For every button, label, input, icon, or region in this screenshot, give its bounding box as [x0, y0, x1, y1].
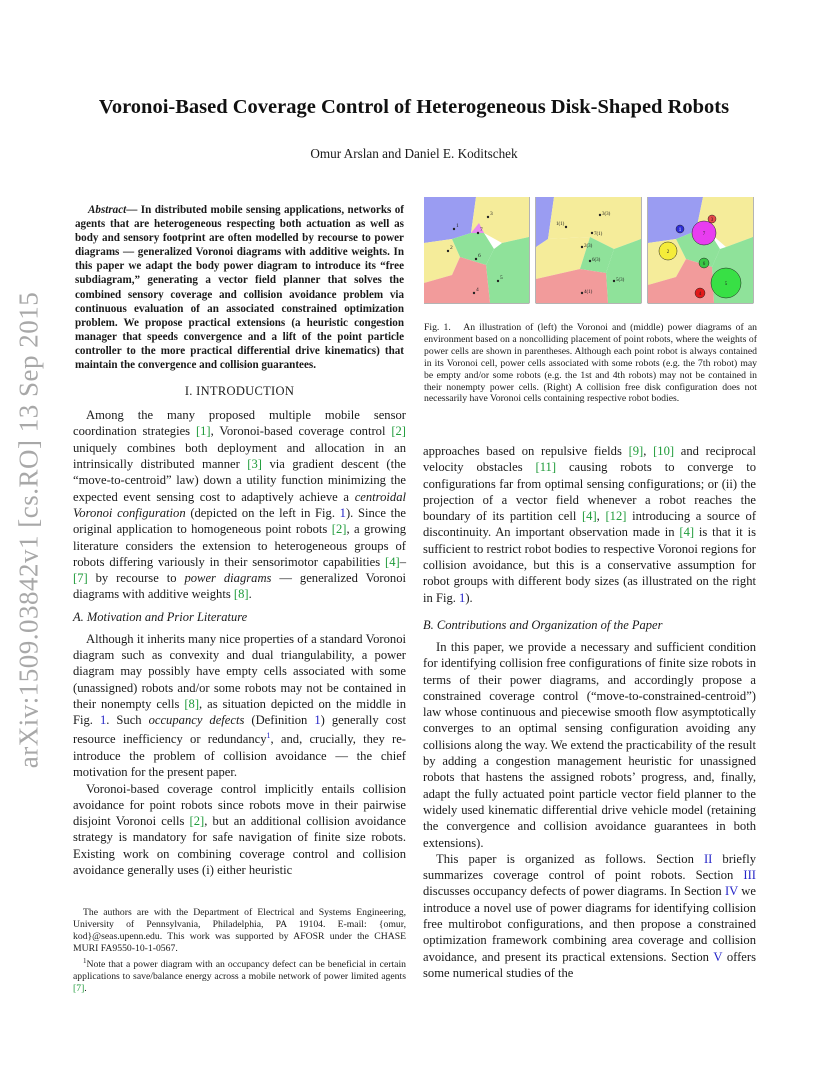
section-link[interactable]: IV	[724, 884, 739, 899]
abstract	[75, 203, 404, 372]
svg-text:6: 6	[478, 253, 481, 259]
citation-link[interactable]: [9]	[628, 444, 644, 458]
svg-text:2: 2	[450, 245, 453, 251]
citation-link[interactable]: [2]	[331, 522, 347, 537]
figure-1	[424, 197, 757, 305]
figure-link[interactable]: 1	[339, 505, 346, 520]
section-heading-introduction: I. INTRODUCTION	[184, 384, 295, 399]
section-link[interactable]: III	[743, 868, 756, 883]
svg-text:7: 7	[480, 227, 483, 233]
arxiv-id: arXiv:1509.03842v1 [cs.RO] 13 Sep 2015	[13, 291, 44, 769]
svg-text:7: 7	[702, 232, 706, 237]
subsection-heading-contributions: B. Contributions and Organization of the Paper	[423, 617, 663, 632]
citation-link[interactable]: [4]	[385, 554, 400, 569]
svg-text:2(3): 2(3)	[584, 244, 593, 249]
prior-work-continued: approaches based on repulsive fields [9], [10] and reciprocal velocity obstacles [11] causing robots to converge to configurations far from optimal sensing configurations; or (ii) the projection of a vector field whenever a robot reaches the boundary of its partition cell [4], [12] introducing a source of discontinuity. An important observation made in [4] is that it is sufficient to restrict robot bodies to respective Voronoi regions for collision avoidance, but this is a conservative assumption for robot groups with different body sizes (as illustrated on the right in Fig. 1).	[423, 444, 757, 605]
abstract-text: — In distributed mobile sensing applications, networks of agents that are heterogeneous respecting both actuation as well as body and sensory footprint are often modelled by recourse to power diagrams — generalized Voronoi diagrams with additive weights. In this paper we adapt the body power diagram to introduce its “free subdiagram,” generating a vector field planner that solves the combined sensory coverage and collision avoidance problem via continuous evaluation of an associated constrained optimization problem. We propose practical extensions (a heuristic congestion manager that speeds convergence and a lift of the point particle controller to the more practical differential drive kinematics) that maintain the convergence and collision guarantees.	[75, 204, 404, 372]
panel-voronoi	[424, 197, 529, 303]
citation-link[interactable]: [12]	[605, 509, 627, 524]
footnotes	[73, 907, 406, 996]
svg-text:3(3): 3(3)	[602, 212, 611, 217]
svg-text:1: 1	[678, 228, 682, 233]
svg-text:4(1): 4(1)	[584, 290, 593, 295]
svg-text:5: 5	[724, 282, 728, 287]
figure-1-panels	[424, 197, 757, 305]
intro-paragraph: Among the many proposed multiple mobile sensor coordination strategies [1], Voronoi-based coverage control [2] uniquely combines both deployment and allocation in an intrinsically distributed manner [3] via gradient descent (the “move-to-centroid” law) down a utility function minimizing the expected event sensing cost to adaptively achieve a centroidal Voronoi configuration (depicted on the left in Fig. 1). Since the original application to homogeneous point robots [2], a growing literature considers the extension to heterogeneous groups of robots differing variously in their sensorimotor capabilities [4]–[7] by recourse to power diagrams — generalized Voronoi diagrams with additive weights [8].	[73, 408, 407, 602]
citation-link[interactable]: [4]	[679, 525, 695, 540]
citation-link[interactable]: [7]	[73, 571, 88, 586]
left-column	[73, 203, 406, 878]
paper-title: Voronoi-Based Coverage Control of Heterogeneous Disk-Shaped Robots	[98, 96, 730, 118]
panel-disks	[648, 197, 753, 303]
citation-link[interactable]: [4]	[581, 509, 597, 524]
citation-link[interactable]: [1]	[195, 424, 211, 439]
footnote-link[interactable]: 1	[266, 731, 271, 741]
arxiv-sidebar-stamp	[4, 250, 54, 810]
citation-link[interactable]: [11]	[535, 460, 557, 475]
paper-authors: Omur Arslan and Daniel E. Koditschek	[310, 146, 518, 161]
figure-link[interactable]: 1	[99, 713, 107, 728]
footnote-1: $^1$Note that a power diagram with an occupancy defect can be beneficial in certain applications to save/balance energy across a mobile network of power limited agents [7].	[73, 956, 406, 994]
definition-link[interactable]: 1	[314, 713, 321, 728]
svg-text:2: 2	[666, 250, 670, 255]
citation-link[interactable]: [2]	[391, 424, 406, 439]
svg-text:4: 4	[476, 287, 479, 293]
motivation-paragraph-1: Although it inherits many nice properties of a standard Voronoi diagram such as convexity and dual triangulability, a power diagram may possibly have empty cells associated with some (unassigned) robots and/or some robots may not be contained in their nonempty cells [8], as situation depicted on the middle in Fig. 1. Such occupancy defects (Definition 1) generally cost resource inefficiency or redundancy$^1$, and, crucially, they re-introduce the problem of collision avoidance — the chief motivation for the present paper.	[73, 631, 406, 780]
citation-link[interactable]: [10]	[653, 444, 675, 458]
organization-paragraph: This paper is organized as follows. Section II briefly summarizes coverage control of point robots. Section III discusses occupancy defects of power diagrams. In Section IV we introduce a novel use of power diagrams for identifying collision free multirobot configurations, and then propose a constrained optimization framework combining area coverage and collision avoidance, and present its practical extensions. Section V offers some numerical studies of the	[423, 851, 756, 980]
panel-power	[536, 197, 641, 303]
svg-text:1(1): 1(1)	[556, 222, 565, 227]
svg-text:6(3): 6(3)	[592, 258, 601, 263]
figure-link[interactable]: 1	[459, 590, 466, 605]
motivation-paragraph-2: Voronoi-based coverage control implicitly entails collision avoidance for point robots since robots move in their pairwise disjoint Voronoi cells [2], but an additional collision avoidance strategy is mandatory for safe navigation of finite size robots. Existing work on combining coverage control and collision avoidance generally uses (i) either heuristic	[73, 781, 407, 878]
abstract-label: Abstract	[88, 204, 127, 216]
citation-link[interactable]: [2]	[189, 814, 205, 829]
contributions-paragraph: In this paper, we provide a necessary and sufficient condition for identifying collision free configurations of finite size robots in terms of their power diagrams, and accordingly propose a constrained coverage control (“move-to-constrained-centroid”) law whose continuous and piecewise smooth flow asymptotically converges to an optimal sensing configuration avoiding any collisions along the way. We extend the practicability of the result by adding a congestion management heuristic for unassigned robots that hastens the assigned robots’ progress, and, finally, adapt the fully actuated point particle vector field planner to the widely used kinematic differential drive vehicle model (retaining the convergence and collision avoidance guarantees in both extensions).	[423, 639, 756, 850]
citation-link[interactable]: [8]	[233, 587, 249, 602]
figure-1-caption: Fig. 1. An illustration of (left) the Voronoi and (middle) power diagrams of an environment based on a noncolliding placement of point robots, where the weights of power cells are shown in parentheses. Although each point robot is always contained in its Voronoi cell, power cells associated with some robots (e.g. the 7th robot) may be empty and/or some robots (e.g. the 1st and 4th robots) may not be contained in their nonempty power cells. (Right) A collision free disk configuration does not necessarily have Voronoi cells containing respective robot bodies.	[424, 322, 757, 405]
svg-text:5: 5	[500, 275, 503, 281]
svg-text:1: 1	[456, 223, 459, 229]
subsection-heading-motivation: A. Motivation and Prior Literature	[73, 609, 248, 624]
citation-link[interactable]: [3]	[247, 457, 262, 472]
svg-text:6: 6	[702, 262, 706, 267]
svg-text:3: 3	[710, 218, 714, 223]
right-column	[423, 443, 756, 981]
svg-text:3: 3	[490, 211, 493, 217]
citation-link[interactable]: [7]	[73, 982, 85, 994]
svg-text:7(1): 7(1)	[594, 232, 603, 237]
affiliation-note: The authors are with the Department of Electrical and Systems Engineering, University of Pennsylvania, Philadelphia, PA 19104. E-mail: {omur, kod}@seas.upenn.edu. This work was supported by AFOSR under the CHASE MURI FA9550-10-1-0567.	[73, 907, 406, 954]
svg-text:4: 4	[698, 292, 702, 297]
section-link[interactable]: V	[713, 949, 723, 964]
citation-link[interactable]: [8]	[184, 696, 200, 711]
svg-text:5(3): 5(3)	[616, 278, 625, 283]
section-link[interactable]: II	[703, 851, 713, 866]
